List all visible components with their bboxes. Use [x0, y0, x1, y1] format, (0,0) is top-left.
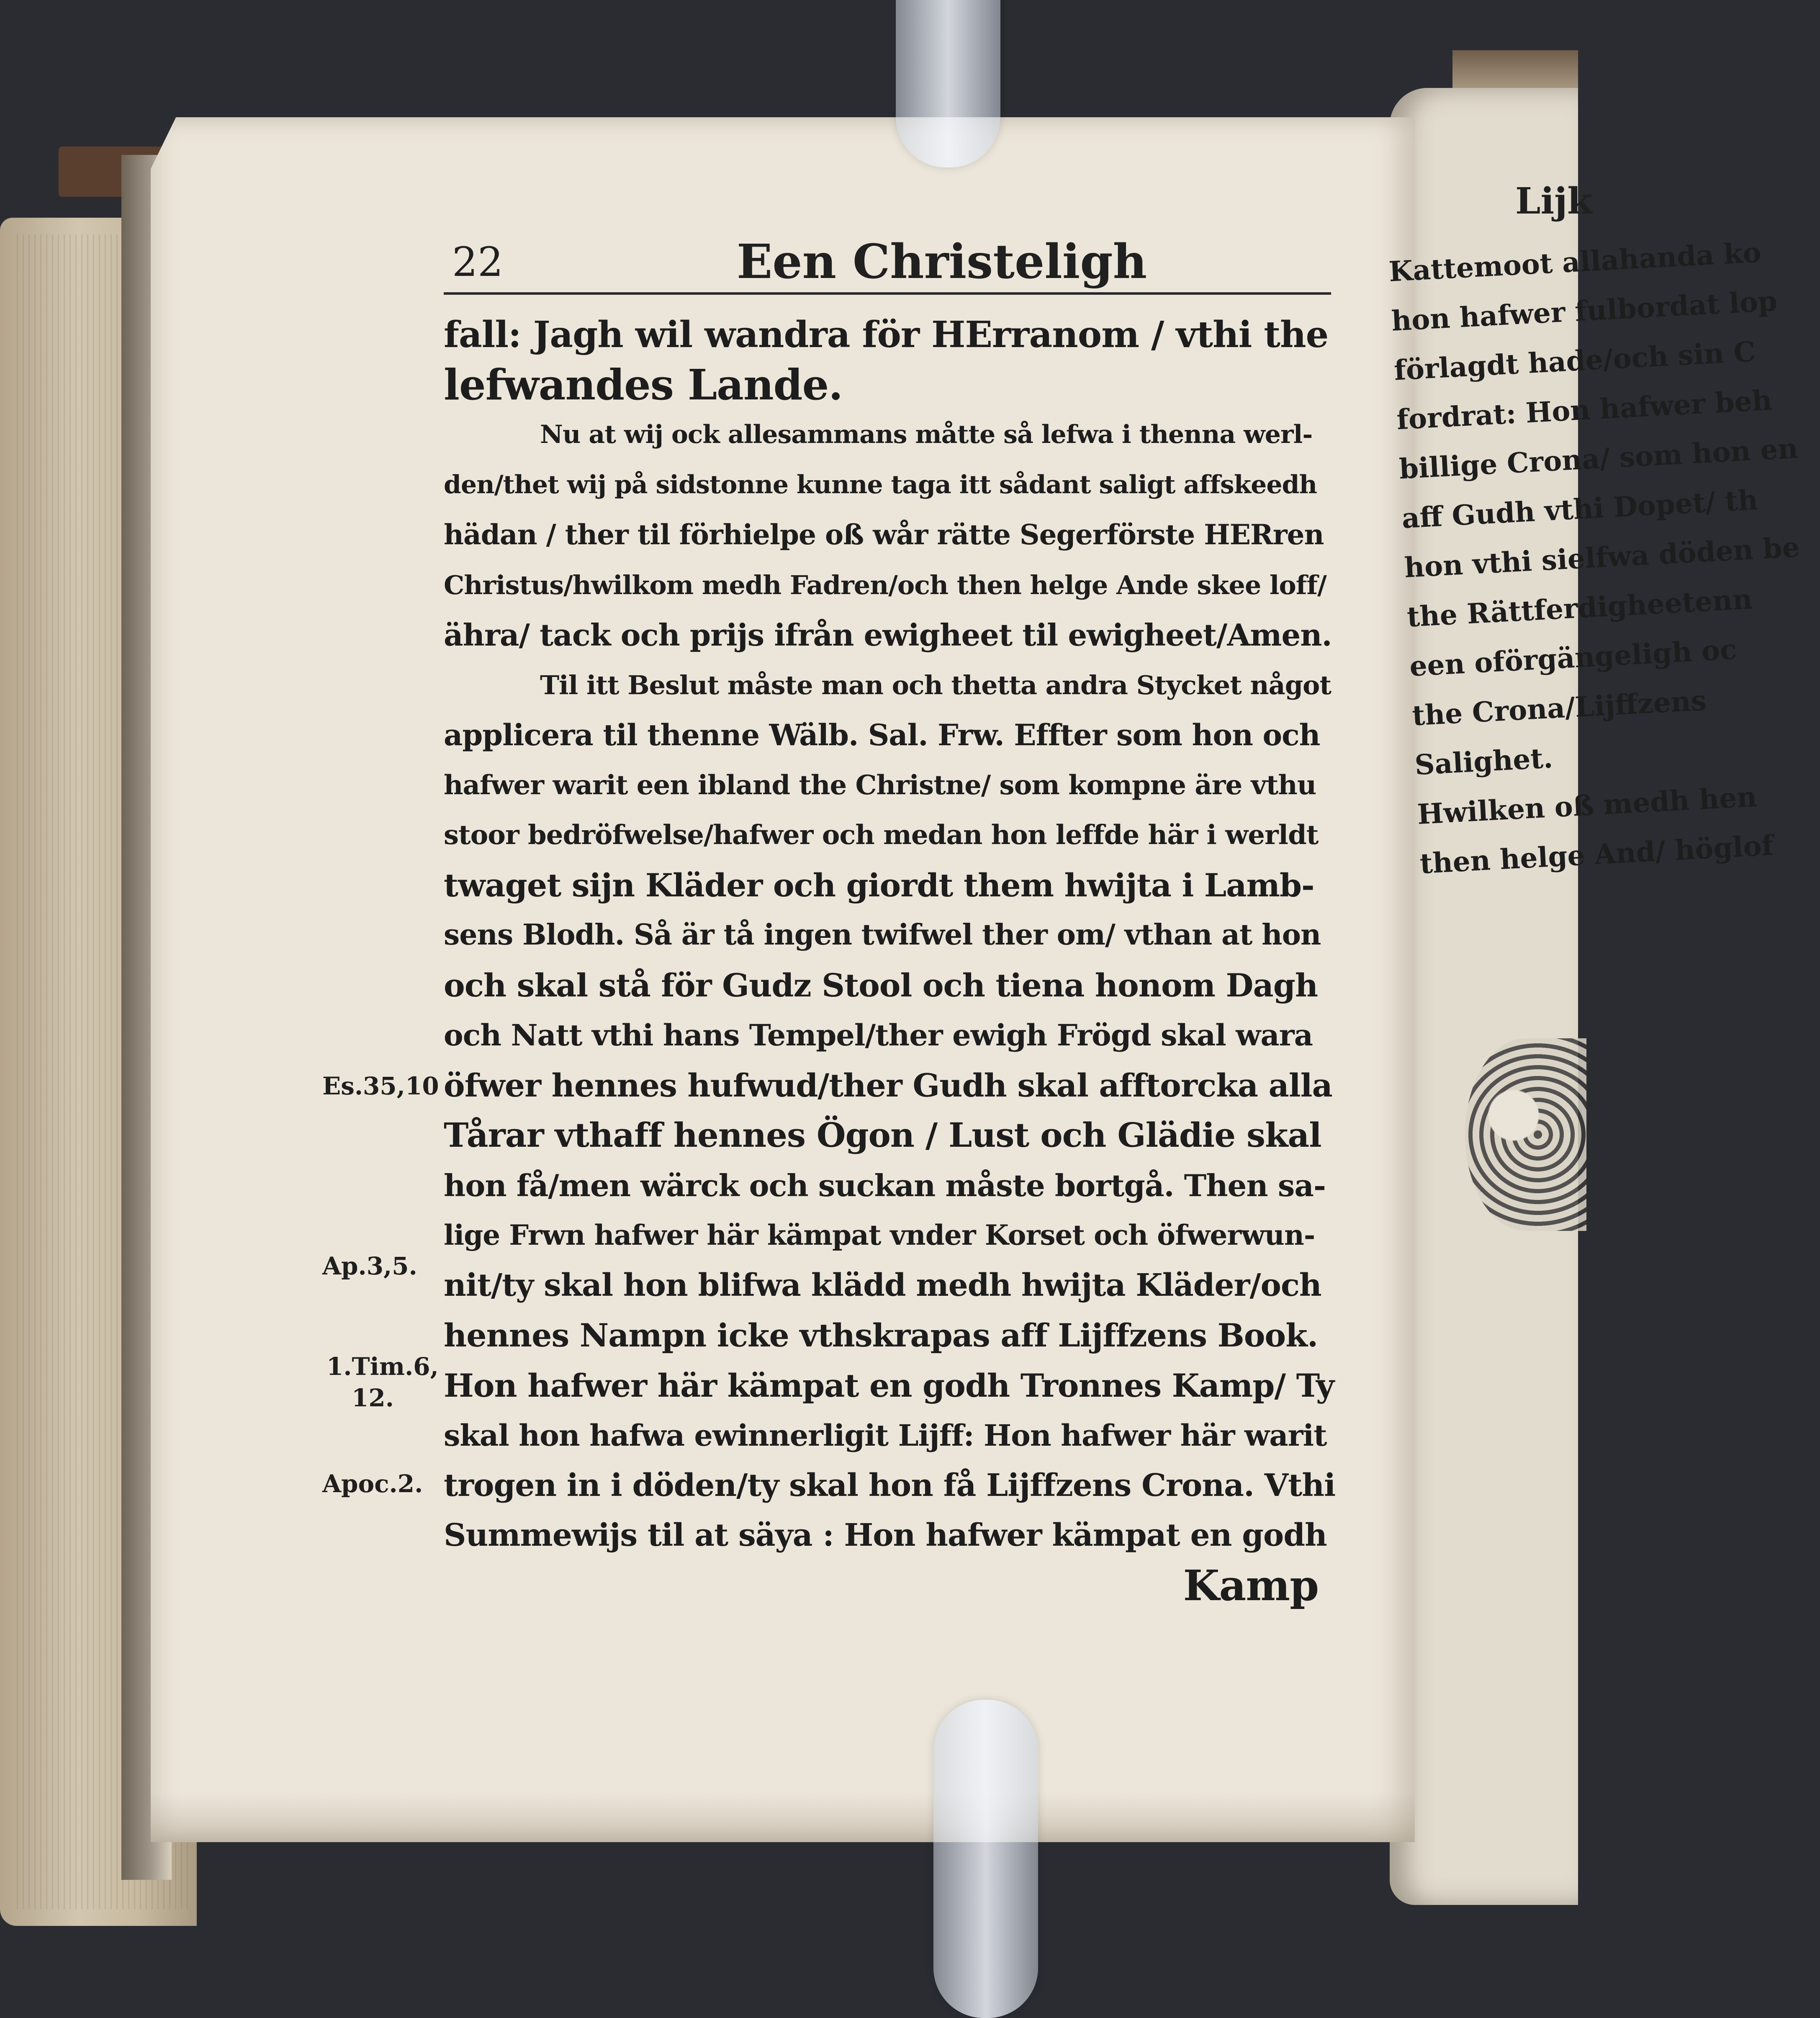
text-line: Tårar vthaff hennes Ögon / Lust och Glädie skal [444, 1115, 1321, 1155]
text-line: lefwandes Lande. [444, 360, 843, 409]
facing-text-line: then helge And/ höglof [1419, 829, 1774, 880]
text-line: Summewijs til at säya : Hon hafwer kämpat en godh [444, 1517, 1327, 1553]
head-rule [444, 292, 1331, 295]
margin-note: Apoc.2. [322, 1470, 423, 1498]
facing-text-line: aff Gudh vthi Dopet/ th [1401, 483, 1759, 535]
margin-note: Ap.3,5. [322, 1252, 417, 1280]
page-number: 22 [452, 239, 504, 286]
text-line: trogen in i döden/ty skal hon få Lijffzens Crona. Vthi [444, 1467, 1336, 1503]
text-line: Christus/hwilkom medh Fadren/och then helge Ande skee loff/ [444, 569, 1326, 600]
text-line: och Natt vthi hans Tempel/ther ewigh Frögd skal wara [444, 1018, 1313, 1053]
page-bottom-shadow [151, 1792, 1415, 1842]
text-line: sens Blodh. Så är tå ingen twifwel ther om/ vthan at hon [444, 918, 1321, 952]
text-line: lige Frwn hafwer här kämpat vnder Korset och öfwerwun- [444, 1219, 1315, 1251]
facing-running-title: Lijk [1515, 180, 1592, 222]
facing-text-line: förlagdt hade/och sin C [1393, 335, 1756, 387]
page-clip-bottom [933, 1700, 1038, 2018]
text-line: twaget sijn Kläder och giordt them hwijta i Lamb- [444, 866, 1314, 904]
margin-note: Es.35,10 [322, 1072, 439, 1100]
text-line: nit/ty skal hon blifwa klädd medh hwijta Kläder/och [444, 1267, 1321, 1303]
facing-text-line: Hwilken oß medh hen [1416, 780, 1758, 831]
text-line: den/thet wij på sidstonne kunne taga itt sådant saligt affskeedh [444, 470, 1317, 499]
text-line: fall: Jagh wil wandra för HErranom / vthi the [444, 314, 1329, 356]
facing-text-line: the Crona/Lijffzens [1411, 684, 1707, 732]
text-line: öfwer hennes hufwud/ther Gudh skal afftorcka alla [444, 1066, 1332, 1104]
page-clip-top [896, 0, 1000, 167]
body-text [444, 310, 1335, 1611]
margin-note: 12. [352, 1384, 394, 1412]
text-line: hafwer warit een ibland the Christne/ som kompne äre vthu [444, 769, 1316, 801]
text-line: Hon hafwer här kämpat en godh Tronnes Kamp/ Ty [444, 1367, 1334, 1404]
margin-note: 1.Tim.6, [326, 1352, 439, 1381]
text-line: skal hon hafwa ewinnerligit Lijff: Hon hafwer här warit [444, 1418, 1327, 1453]
facing-text-line: Salighet. [1414, 741, 1554, 782]
text-line: ähra/ tack och prijs ifrån ewigheet til ewigheet/Amen. [444, 617, 1332, 653]
facing-text-line: hon hafwer fulbordat lop [1391, 284, 1778, 337]
facing-text-line: een oförgängeligh oc [1409, 633, 1738, 683]
facing-page-text [1388, 236, 1801, 888]
text-line: hennes Nampn icke vthskrapas aff Lijffzens Book. [444, 1317, 1318, 1354]
facing-text-line: the Rättferdigheetenn [1406, 582, 1753, 633]
facing-text-line: billige Crona/ som hon en [1398, 432, 1799, 486]
text-line: hädan / ther til förhielpe oß wår rätte Segerförste HERren [444, 518, 1324, 551]
printer-ornament [1465, 1038, 1586, 1231]
catchword: Kamp [1183, 1560, 1319, 1610]
running-title: Een Christeligh [737, 234, 1147, 289]
running-head [444, 234, 1331, 293]
text-line: hon få/men wärck och suckan måste bortgå. Then sa- [444, 1167, 1326, 1203]
text-line: applicera til thenne Wälb. Sal. Frw. Effter som hon och [444, 718, 1320, 752]
text-line: stoor bedröfwelse/hafwer och medan hon leffde här i werldt [444, 819, 1319, 851]
facing-text-line: hon vthi sielfwa döden be [1404, 530, 1801, 584]
text-line: Nu at wij ock allesammans måtte så lefwa i thenna werl- [540, 420, 1313, 449]
text-line: Til itt Beslut måste man och thetta andra Stycket något [540, 669, 1332, 700]
text-line: och skal stå för Gudz Stool och tiena honom Dagh [444, 966, 1318, 1004]
facing-text-line: Kattemoot allahanda ko [1388, 236, 1762, 288]
facing-text-line: fordrat: Hon hafwer beh [1396, 384, 1773, 436]
